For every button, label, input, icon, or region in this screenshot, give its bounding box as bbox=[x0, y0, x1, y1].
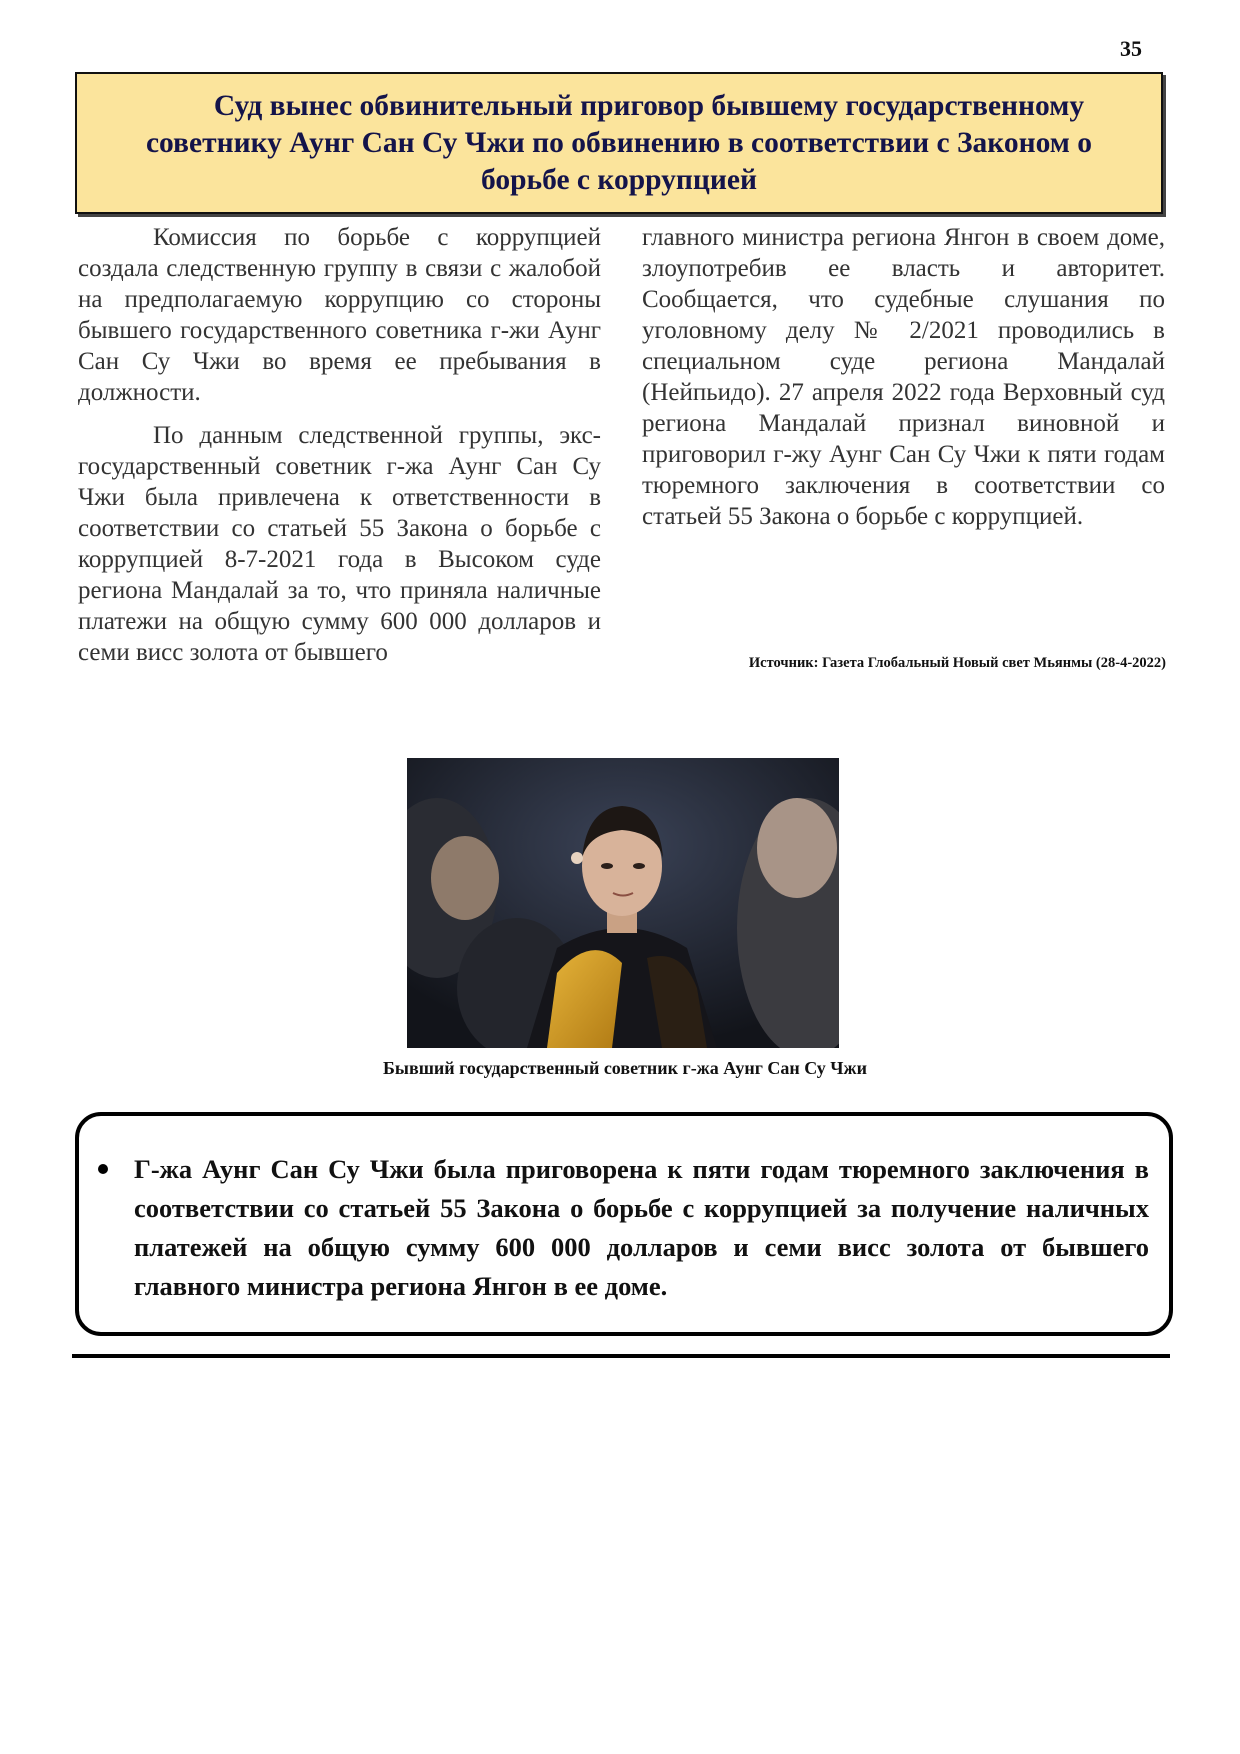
summary-box bbox=[75, 1112, 1173, 1336]
photo-caption: Бывший государственный советник г-жа Аунг Сан Су Чжи bbox=[383, 1058, 867, 1078]
article-paragraph: По данным следственной группы, экс-государственный советник г-жа Аунг Сан Су Чжи была привлечена к ответственности в соответствии со статьей 55 Закона о борьбе с коррупцией 8-7-2021 года в Высоком суде региона Мандалай за то, что приняла наличные платежи на общую сумму 600 000 долларов и семи висс золота от бывшего bbox=[78, 422, 601, 666]
summary-item bbox=[134, 1150, 1149, 1306]
summary-list bbox=[79, 1116, 1169, 1306]
bottom-divider bbox=[72, 1354, 1170, 1358]
article-paragraph: Комиссия по борьбе с коррупцией создала следственную группу в связи с жалобой на предполагаемую коррупцию со стороны бывшего государственного советника г-жи Аунг Сан Су Чжи во время ее пребывания в должности. bbox=[78, 224, 601, 406]
article-column-left bbox=[78, 222, 601, 680]
photo-illustration bbox=[407, 758, 839, 1048]
source-citation: Источник: Газета Глобальный Новый свет Мьянмы (28-4-2022) bbox=[748, 655, 1166, 671]
page-number: 35 bbox=[1120, 36, 1142, 61]
title-box bbox=[75, 72, 1163, 214]
bullet-icon bbox=[98, 1164, 108, 1174]
article-title: Суд вынес обвинительный приговор бывшему государственному советнику Аунг Сан Су Чжи по обвинению в соответствии с Законом о борьбе с коррупцией bbox=[145, 89, 1093, 196]
article-column-right bbox=[642, 222, 1165, 544]
news-photo bbox=[407, 758, 839, 1048]
article-paragraph: главного министра региона Янгон в своем доме, злоупотребив ее власть и авторитет. Сообщается, что судебные слушания по уголовному делу № 2/2021 проводились в специальном суде региона Мандалай (Нейпьидо). 27 апреля 2022 года Верховный суд региона Мандалай признал виновной и приговорил г-жу Аунг Сан Су Чжи к пяти годам тюремного заключения в соответствии со статьей 55 Закона о борьбе с коррупцией. bbox=[642, 224, 1165, 530]
summary-text: Г-жа Аунг Сан Су Чжи была приговорена к пяти годам тюремного заключения в соответствии со статьей 55 Закона о борьбе с коррупцией за получение наличных платежей на общую сумму 600 000 долларов и семи висс золота от бывшего главного министра региона Янгон в ее доме. bbox=[134, 1154, 1149, 1301]
